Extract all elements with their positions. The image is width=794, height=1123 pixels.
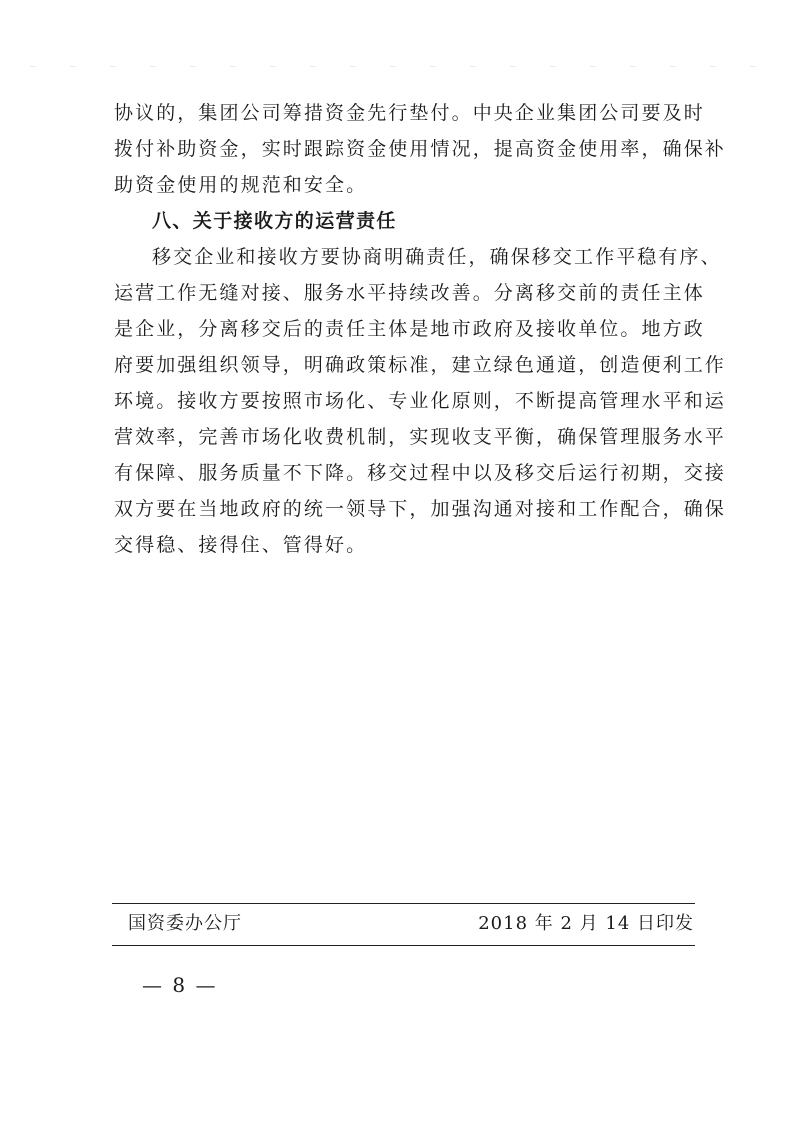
paragraph-line-5: 环境。接收方要按照市场化、专业化原则，不断提高管理水平和运 xyxy=(114,390,726,412)
issuer-name: 国资委办公厅 xyxy=(128,913,242,934)
footer-rule-top xyxy=(112,903,695,904)
paragraph-line-4: 府要加强组织领导，明确政策标准，建立绿色通道，创造便利工作 xyxy=(114,354,726,376)
issue-date: 2018 年 2 月 14 日印发 xyxy=(478,913,694,934)
paragraph-line-8: 双方要在当地政府的统一领导下，加强沟通对接和工作配合，确保 xyxy=(114,498,726,520)
body-line-2: 拨付补助资金，实时跟踪资金使用情况，提高资金使用率，确保补 xyxy=(114,138,726,160)
page-number: — 8 — xyxy=(142,973,218,997)
paragraph-line-2: 运营工作无缝对接、服务水平持续改善。分离移交前的责任主体 xyxy=(114,282,705,304)
body-line-3: 助资金使用的规范和安全。 xyxy=(114,174,368,196)
paragraph-line-1: 移交企业和接收方要协商明确责任，确保移交工作平稳有序、 xyxy=(152,246,722,268)
section-heading: 八、关于接收方的运营责任 xyxy=(152,210,397,232)
body-line-1: 协议的，集团公司筹措资金先行垫付。中央企业集团公司要及时 xyxy=(114,102,705,124)
scan-artifact-line xyxy=(30,66,770,67)
body-text xyxy=(114,95,726,563)
footer-rule-bottom xyxy=(112,945,695,946)
paragraph-line-7: 有保障、服务质量不下降。移交过程中以及移交后运行初期，交接 xyxy=(114,462,726,484)
paragraph-line-9: 交得稳、接得住、管得好。 xyxy=(114,534,368,556)
paragraph-line-3: 是企业，分离移交后的责任主体是地市政府及接收单位。地方政 xyxy=(114,318,705,340)
paragraph-line-6: 营效率，完善市场化收费机制，实现收支平衡，确保管理服务水平 xyxy=(114,426,726,448)
